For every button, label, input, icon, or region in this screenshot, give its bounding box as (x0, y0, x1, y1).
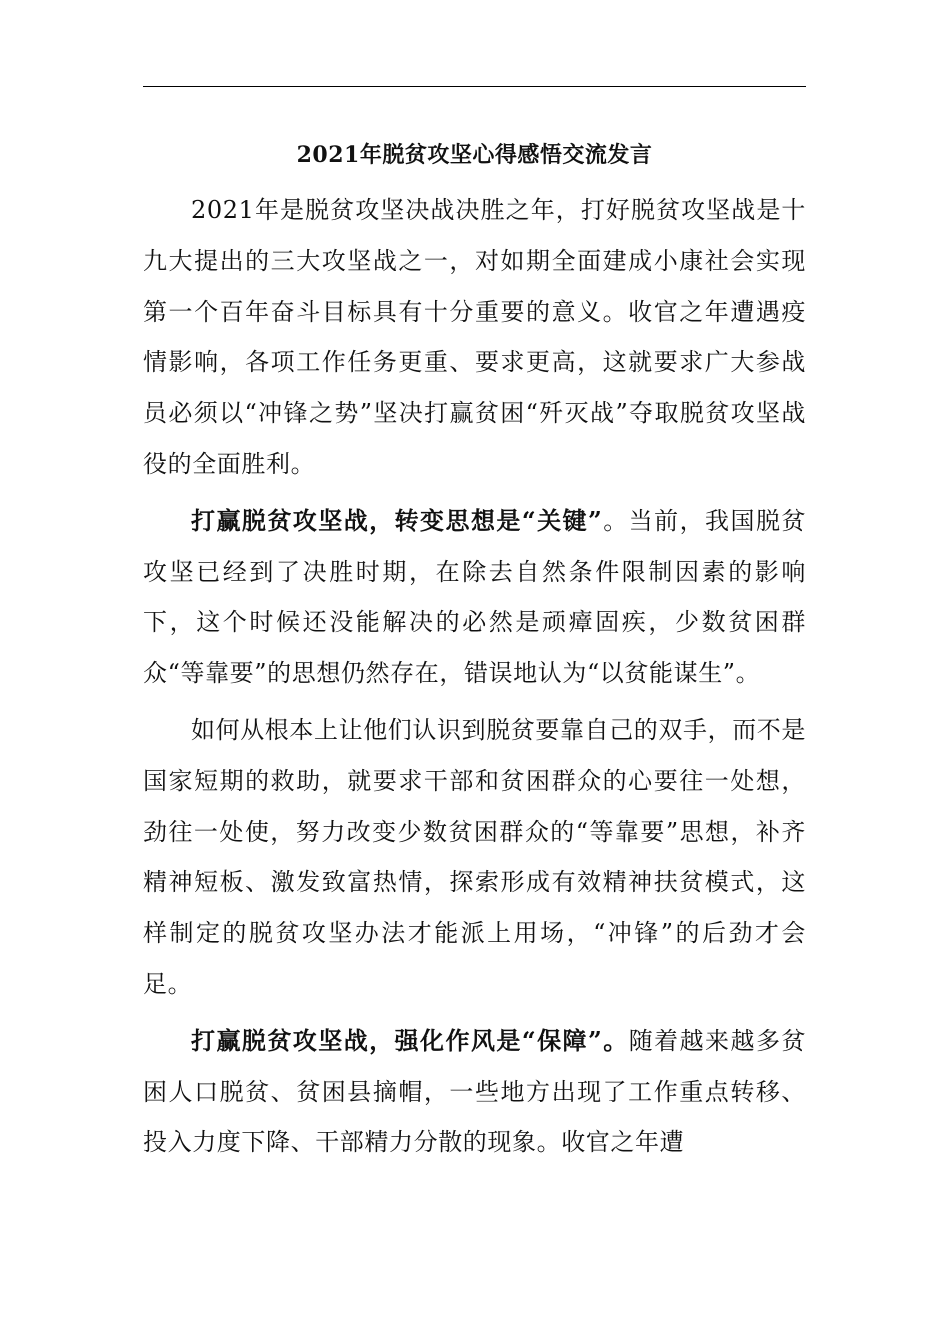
paragraph-lead: 打赢脱贫攻坚战，强化作风是“保障”。 (191, 1025, 629, 1055)
paragraph-method (143, 705, 806, 1010)
paragraph-text: 。当前，我国脱贫攻坚已经到了决胜时期，在除去自然条件限制因素的影响下，这个时候还没能解决的必然是顽瘴固疾，少数贫困群众“等靠要”的思想仍然存在，错误地认为“以贫能谋生”。 (143, 506, 806, 688)
paragraph-text: 2021年是脱贫攻坚决战决胜之年，打好脱贫攻坚战是十九大提出的三大攻坚战之一，对如期全面建成小康社会实现第一个百年奋斗目标具有十分重要的意义。收官之年遭遇疫情影响，各项工作任务更重、要求更高，这就要求广大参战员必须以“冲锋之势”坚决打赢贫困“歼灭战”夺取脱贫攻坚战役的全面胜利。 (143, 196, 806, 478)
paragraph-text: 如何从根本上让他们认识到脱贫要靠自己的双手，而不是国家短期的救助，就要求干部和贫困群众的心要往一处想，劲往一处使，努力改变少数贫困群众的“等靠要”思想，补齐精神短板、激发致富热情，探索形成有效精神扶贫模式，这样制定的脱贫攻坚办法才能派上用场，“冲锋”的后劲才会足。 (143, 715, 806, 998)
paragraph-lead: 打赢脱贫攻坚战，转变思想是“关键” (191, 505, 603, 535)
document-title: 2021年脱贫攻坚心得感悟交流发言 (296, 142, 653, 168)
paragraph-intro (143, 185, 806, 490)
paragraph-text: 随着越来越多贫困人口脱贫、贫困县摘帽，一些地方出现了工作重点转移、投入力度下降、干部精力分散的现象。收官之年遭 (143, 1026, 806, 1157)
document-body (143, 185, 806, 1174)
paragraph-mindset (143, 496, 806, 699)
paragraph-style (143, 1016, 806, 1168)
header-rule (143, 86, 806, 87)
